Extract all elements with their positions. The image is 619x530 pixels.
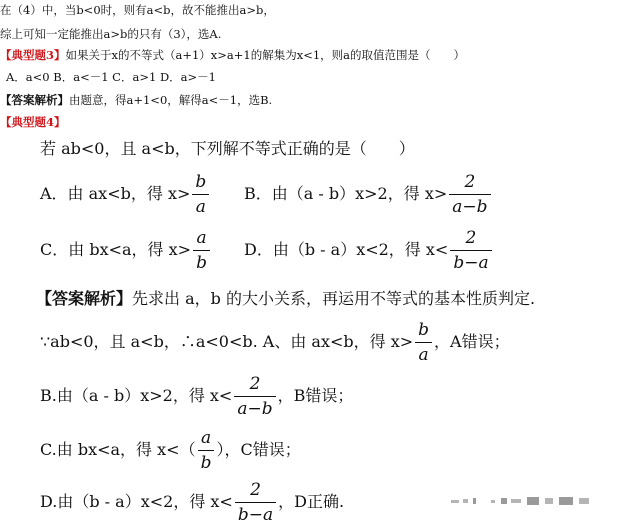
- option-c-text: C．由 bx<a，得 x>: [40, 240, 192, 259]
- option-c-numerator: a: [193, 228, 210, 251]
- step-d-fraction: [235, 480, 276, 525]
- step-b-fraction: [234, 374, 275, 419]
- option-b-numerator: 2: [449, 172, 490, 195]
- option-c-denominator: b: [196, 253, 207, 273]
- option-a-numerator: b: [192, 172, 209, 195]
- option-d-fraction: [450, 228, 491, 273]
- example4-option-c: [40, 228, 212, 273]
- example4-analysis: 先求出 a，b 的大小关系，再运用不等式的基本性质判定.: [132, 289, 536, 308]
- step-b-denominator: a−b: [237, 399, 273, 419]
- step-b-text: B.由（a - b）x>2，得 x<: [40, 386, 233, 405]
- example3-answer-tag: 【答案解析】: [0, 93, 69, 107]
- step-c-fraction: [198, 428, 215, 473]
- option-b-text: B．由（a - b）x>2，得 x>: [244, 184, 448, 203]
- option-d-denominator: b−a: [453, 253, 489, 273]
- example3-answer-line: [0, 92, 272, 108]
- solution-step-d: [40, 480, 344, 525]
- solution-step-b: [40, 374, 353, 419]
- solution-step-c: [40, 428, 301, 473]
- step-d-denominator: b−a: [237, 505, 274, 525]
- option-a-fraction: [192, 172, 209, 217]
- step-b-numerator: 2: [234, 374, 275, 397]
- step-c-verdict: ），C错误；: [216, 440, 301, 459]
- example4-analysis-line: [36, 288, 535, 310]
- example4-question: 若 ab<0，且 a<b，下列解不等式正确的是（ ）: [40, 139, 415, 158]
- option-d-numerator: 2: [450, 228, 491, 251]
- step-c-denominator: b: [200, 453, 212, 473]
- step-a-denominator: a: [418, 345, 429, 365]
- step-a-text: ∵ab<0，且 a<b，∴a<0<b. A、由 ax<b，得 x>: [40, 332, 414, 351]
- example3-question-line: [0, 47, 465, 63]
- step-d-numerator: 2: [235, 480, 276, 503]
- option-b-fraction: [449, 172, 490, 217]
- step-a-verdict: ，A错误；: [434, 332, 510, 351]
- option-a-text: A．由 ax<b，得 x>: [40, 184, 191, 203]
- text-line-case4: 在（4）中，当b<0时，则有a<b，故不能推出a>b，: [0, 3, 275, 17]
- option-c-fraction: [193, 228, 210, 273]
- option-a-denominator: a: [195, 197, 206, 217]
- example3-answer: 由题意，得a+1<0，解得a<－1，选B.: [69, 93, 273, 107]
- solution-step-a: [40, 320, 510, 365]
- example4-tag: [0, 114, 66, 130]
- option-b-denominator: a−b: [452, 197, 488, 217]
- step-d-verdict: ，D正确.: [278, 492, 345, 511]
- step-c-text: C.由 bx<a，得 x<（: [40, 440, 196, 459]
- example4-option-d: [244, 228, 494, 273]
- example4-analysis-tag: 【答案解析】: [36, 289, 133, 308]
- example3-options: A．a<0 B．a<－1 C．a>1 D．a>－1: [6, 70, 216, 84]
- step-c-numerator: a: [198, 428, 215, 451]
- step-a-fraction: [415, 320, 432, 365]
- option-d-text: D．由（b - a）x<2，得 x<: [244, 240, 449, 259]
- example3-tag: 【典型题3】: [0, 48, 66, 62]
- step-a-numerator: b: [415, 320, 432, 343]
- step-d-text: D.由（b - a）x<2，得 x<: [40, 492, 233, 511]
- text-line-conclusion: 综上可知一定能推出a>b的只有（3），选A.: [0, 27, 222, 41]
- example3-question: 如果关于x的不等式（a+1）x>a+1的解集为x<1，则a的取值范围是（ ）: [65, 48, 466, 62]
- example4-option-a: [40, 172, 211, 217]
- example4-option-b: [244, 172, 493, 217]
- watermark-logo: [451, 494, 601, 508]
- step-b-verdict: ，B错误；: [277, 386, 354, 405]
- example4-tag-label: 【典型题4】: [0, 115, 66, 129]
